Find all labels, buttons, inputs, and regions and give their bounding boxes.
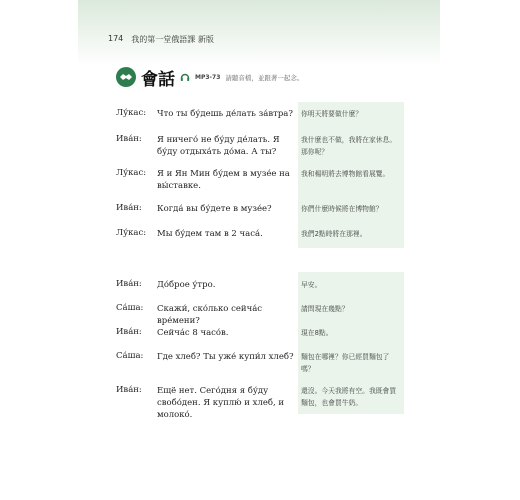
- speaker: Ива́н:: [116, 327, 142, 337]
- instruction-text: 請聽音檔，並跟著一起念。: [225, 73, 304, 82]
- book-title: 我的第一堂俄語課 新版: [131, 35, 214, 44]
- speaker: Лу́кас:: [116, 108, 147, 118]
- chinese-translation: 我什麼也不做，我將在家休息。那你呢？: [301, 136, 397, 156]
- speaker: Са́ша:: [116, 303, 144, 313]
- track-number: MP3-73: [195, 73, 221, 81]
- russian-text: Что ты бу́дешь де́лать за́втра?: [157, 109, 293, 119]
- chinese-translation: 我們2點時將在那裡。: [301, 230, 367, 238]
- speaker: Лу́кас:: [116, 168, 147, 178]
- russian-text: Я и Ян Мин бу́дем в музе́е на вы́ставке.: [157, 169, 290, 191]
- chinese-translation: 請問現在幾點？: [301, 305, 349, 313]
- section-heading: [116, 66, 303, 88]
- russian-text: Где хлеб? Ты уже́ купи́л хлеб?: [157, 352, 294, 362]
- speaker: Ива́н:: [116, 385, 142, 395]
- page-number: 174: [108, 34, 124, 43]
- conversation-logo-icon: [116, 67, 136, 87]
- russian-text: Мы бу́дем там в 2 часа́.: [157, 229, 263, 239]
- chinese-translation: 早安。: [301, 281, 322, 289]
- chinese-translation: 你們什麼時候將在博物館？: [301, 205, 383, 213]
- header-band: [78, 0, 440, 66]
- chinese-translation: 麵包在哪裡？你已經買麵包了嗎？: [301, 353, 390, 373]
- section-title: 會話: [141, 69, 175, 90]
- headphone-icon[interactable]: [180, 72, 190, 82]
- speaker: Лу́кас:: [116, 228, 147, 238]
- russian-text: Сейча́с 8 часо́в.: [157, 328, 229, 338]
- speaker: Ива́н:: [116, 203, 142, 213]
- speaker: Са́ша:: [116, 351, 144, 361]
- chinese-translation: 你明天將要做什麼？: [301, 110, 363, 118]
- russian-text: Я ничего́ не бу́ду де́лать. Я бу́ду отдыха́ть до́ма. А ты?: [157, 135, 280, 157]
- russian-text: Скажи́, ско́лько сейча́с вре́мени?: [157, 304, 263, 326]
- page-header: [108, 34, 214, 45]
- speaker: Ива́н:: [116, 279, 142, 289]
- russian-text: Ещё нет. Сего́дня я бу́ду свобо́ден. Я куплю́ и хлеб, и молоко́.: [157, 386, 285, 420]
- speaker: Ива́н:: [116, 134, 142, 144]
- chinese-translation: 我和楊明將去博物館看展覽。: [301, 170, 390, 178]
- chinese-translation: 還沒。今天我將有空。我既會買麵包，也會買牛奶。: [301, 387, 397, 407]
- russian-text: Когда́ вы бу́дете в музе́е?: [157, 204, 272, 214]
- russian-text: До́брое у́тро.: [157, 280, 216, 290]
- chinese-translation: 現在8點。: [301, 329, 333, 337]
